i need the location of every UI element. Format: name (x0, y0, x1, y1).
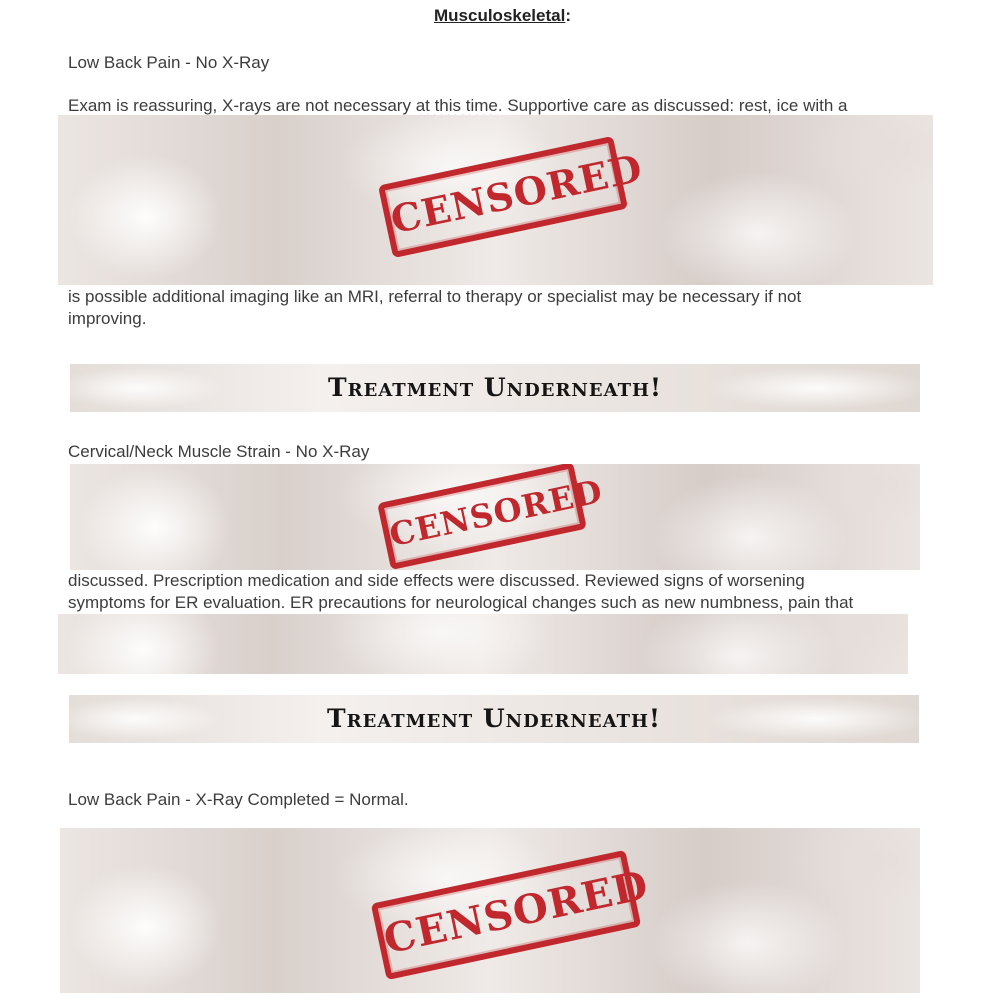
spellcheck-flag: at this time (415, 96, 498, 115)
censor-blur-block (70, 464, 920, 570)
paragraph-line: improving. (68, 309, 147, 328)
censor-blur-block (58, 614, 908, 674)
treatment-banner: Treatment Underneath! (70, 364, 920, 412)
section-title-neck-strain: Cervical/Neck Muscle Strain - No X-Ray (68, 442, 370, 461)
censor-blur-block (58, 115, 933, 285)
treatment-banner: Treatment Underneath! (69, 695, 919, 743)
section-title-low-back-xray-normal: Low Back Pain - X-Ray Completed = Normal. (68, 790, 409, 809)
paragraph-line: is possible additional imaging like an MRI, referral to therapy or specialist may be necessary if not (68, 287, 802, 306)
paragraph-line: symptoms for ER evaluation. ER precautions for neurological changes such as new numbness, pain that (68, 593, 854, 612)
censored-stamp: CENSORED (377, 464, 587, 570)
section-title-low-back-no-xray: Low Back Pain - No X-Ray (68, 53, 270, 72)
paragraph-line: Exam is reassuring, X-rays are not necessary at this time. Supportive care as discussed: rest, ice with a (68, 96, 848, 115)
paragraph-line: discussed. Prescription medication and side effects were discussed. Reviewed signs of worsening (68, 571, 805, 590)
censored-stamp: CENSORED (371, 850, 642, 980)
censor-blur-block (60, 828, 920, 993)
section-heading: Musculoskeletal: (434, 6, 571, 25)
censored-stamp: CENSORED (378, 136, 628, 258)
